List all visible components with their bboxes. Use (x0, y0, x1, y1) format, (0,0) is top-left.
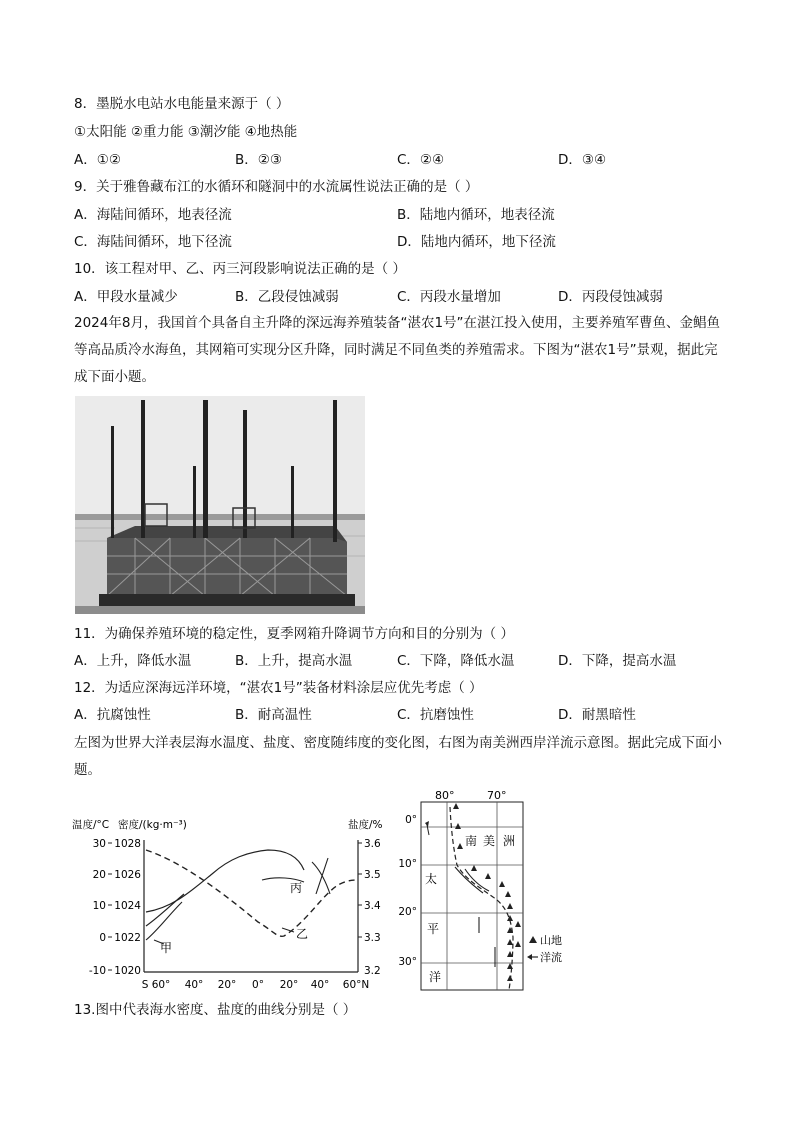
q9-stem: 9．关于雅鲁藏布江的水循环和隧洞中的水流属性说法正确的是（ ） (74, 179, 479, 195)
continent-label: 美 (483, 834, 496, 848)
q12-stem: 12．为适应深海远洋环境，“湛农1号”装备材料涂层应优先考虑（ ） (74, 680, 483, 696)
q10-option-a[interactable]: A．甲段水量减少 (74, 289, 178, 305)
lat-label: 10° (398, 858, 417, 870)
q12-option-b[interactable]: B．耐高温性 (235, 707, 312, 723)
q8-option-d[interactable]: D．③④ (558, 152, 607, 168)
temp-tick: -10 (88, 965, 106, 977)
passage-zhannong: 2024年8月，我国首个具备自主升降的深远海养殖装备“湛农1号”在湛江投入使用，主要养殖军曹鱼、金鲳鱼等高品质冷水海鱼，其网箱可实现分区升降，同时满足不同鱼类的养殖需求。下图为“湛农1号”景观，据此完成下面小题。 (74, 315, 721, 385)
lon-label: 70° (487, 789, 507, 802)
ocean-properties-chart (72, 812, 388, 992)
curve-label-yi: 乙 (296, 927, 309, 941)
salinity-tick: 3.3 (364, 932, 381, 944)
south-america-current-map (395, 787, 575, 991)
q8-stem: 8．墨脱水电站水电能量来源于（ ） (74, 96, 290, 112)
curve-label-jia: 甲 (160, 941, 173, 955)
salinity-axis-label: 盐度/% (348, 819, 383, 831)
lat-tick: 40° (310, 979, 330, 991)
mountain-legend-icon (529, 936, 537, 943)
ocean-label: 太 (425, 872, 438, 886)
lon-label: 80° (435, 789, 455, 802)
q11-option-c[interactable]: C．下降，降低水温 (397, 653, 515, 669)
salinity-tick: 3.5 (364, 869, 381, 881)
q11-option-a[interactable]: A．上升，降低水温 (74, 653, 192, 669)
q13-stem: 13.图中代表海水密度、盐度的曲线分别是（ ） (74, 1002, 357, 1018)
density-tick: 1020 (114, 965, 141, 977)
q12-option-d[interactable]: D．耐黑暗性 (558, 707, 636, 723)
lat-tick: 40° (184, 979, 204, 991)
legend-mountain: 山地 (540, 934, 562, 947)
lat-label: 20° (398, 906, 417, 918)
lat-label: 0° (405, 814, 417, 826)
density-tick: 1028 (114, 838, 141, 850)
salinity-tick: 3.2 (364, 965, 381, 977)
q10-option-d[interactable]: D．丙段侵蚀减弱 (558, 289, 663, 305)
q9-option-b[interactable]: B．陆地内循环，地表径流 (397, 207, 555, 223)
continent-label: 洲 (503, 834, 516, 848)
q12-option-a[interactable]: A．抗腐蚀性 (74, 707, 151, 723)
lat-label: 30° (398, 956, 417, 968)
lat-tick: 20° (217, 979, 237, 991)
density-tick: 1022 (114, 932, 141, 944)
q10-option-c[interactable]: C．丙段水量增加 (397, 289, 501, 305)
temp-tick: 20 (92, 869, 106, 881)
lat-tick: S 60° (141, 979, 171, 991)
q8-option-a[interactable]: A．①② (74, 152, 121, 168)
density-axis-label: 密度/(kg·m⁻³) (118, 819, 187, 831)
q11-option-b[interactable]: B．上升，提高水温 (235, 653, 353, 669)
q9-option-c[interactable]: C．海陆间循环，地下径流 (74, 234, 232, 250)
aquaculture-platform-photo (75, 396, 365, 614)
lat-tick: 0° (252, 979, 264, 991)
temp-tick: 0 (99, 932, 106, 944)
q8-option-c[interactable]: C．②④ (397, 152, 445, 168)
lat-tick: 20° (279, 979, 299, 991)
temp-tick: 30 (92, 838, 106, 850)
passage-ocean: 左图为世界大洋表层海水温度、盐度、密度随纬度的变化图，右图为南美洲西岸洋流示意图。据此完成下面小题。 (74, 735, 722, 778)
temp-axis-label: 温度/°C (72, 819, 110, 831)
q12-option-c[interactable]: C．抗磨蚀性 (397, 707, 474, 723)
q10-stem: 10．该工程对甲、乙、丙三河段影响说法正确的是（ ） (74, 261, 406, 277)
q8-items: ①太阳能 ②重力能 ③潮汐能 ④地热能 (74, 124, 298, 140)
ocean-label: 平 (427, 922, 440, 936)
lat-tick: 60°N (342, 979, 370, 991)
salinity-tick: 3.6 (364, 838, 381, 850)
density-tick: 1024 (114, 900, 141, 912)
q10-option-b[interactable]: B．乙段侵蚀减弱 (235, 289, 339, 305)
ocean-label: 洋 (429, 970, 442, 984)
continent-label: 南 (465, 834, 478, 848)
salinity-tick: 3.4 (364, 900, 381, 912)
temp-tick: 10 (92, 900, 106, 912)
density-tick: 1026 (114, 869, 141, 881)
q11-stem: 11．为确保养殖环境的稳定性，夏季网箱升降调节方向和目的分别为（ ） (74, 626, 514, 642)
q9-option-a[interactable]: A．海陆间循环，地表径流 (74, 207, 232, 223)
q11-option-d[interactable]: D．下降，提高水温 (558, 653, 677, 669)
q8-option-b[interactable]: B．②③ (235, 152, 282, 168)
legend-current: 洋流 (540, 951, 562, 964)
q9-option-d[interactable]: D．陆地内循环，地下径流 (397, 234, 556, 250)
curve-label-bing: 丙 (290, 881, 303, 895)
